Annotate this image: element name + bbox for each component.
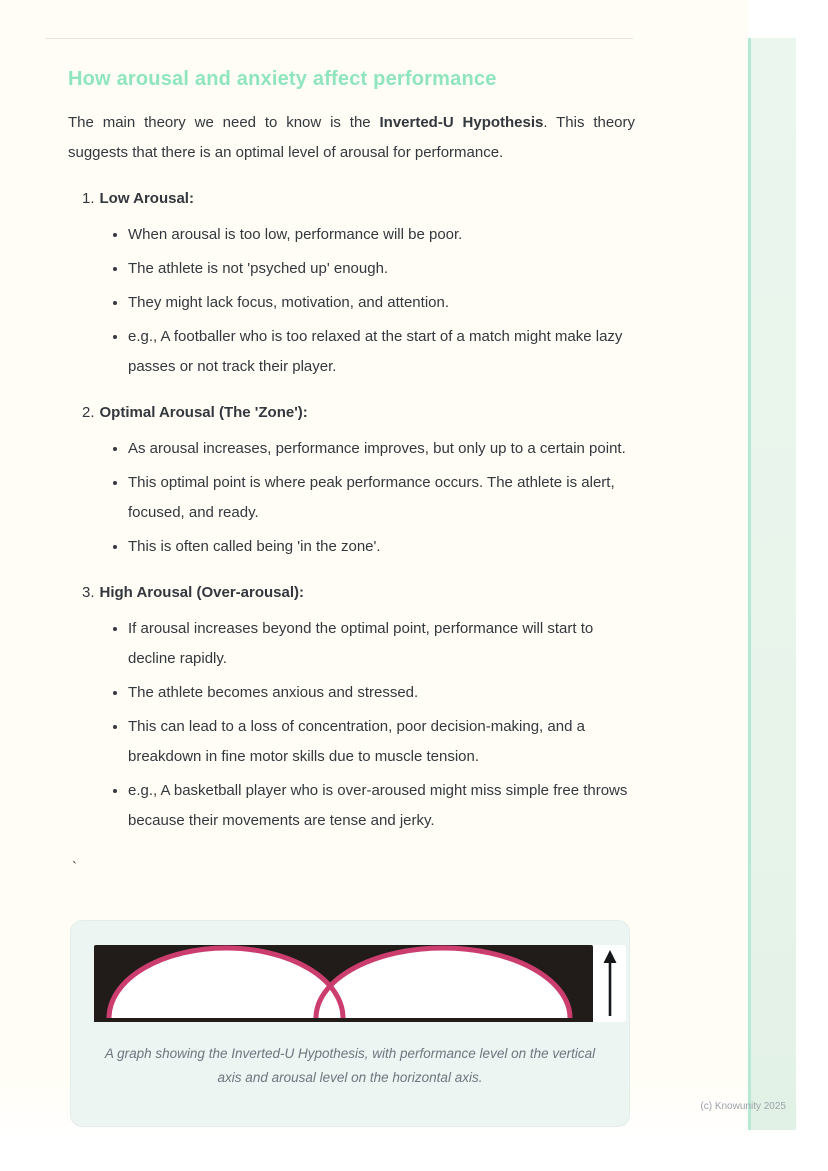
inverted-u-curves-image — [94, 945, 593, 1022]
list-item: • The athlete is not 'psyched up' enough. — [128, 254, 635, 284]
list-item: • They might lack focus, motivation, and attention. — [128, 288, 635, 318]
backtick-text: ` — [72, 859, 77, 876]
section-title: Low Arousal: — [99, 190, 194, 207]
section-number: 1. — [82, 190, 95, 207]
copyright-note: (c) Knowunity 2025 — [700, 1101, 786, 1112]
intro-paragraph — [68, 108, 635, 168]
section-number: 2. — [82, 404, 95, 421]
figure-caption: A graph showing the Inverted-U Hypothesis, with performance level on the vertical axis and arousal level on the horizontal axis. — [104, 1046, 596, 1085]
intro-bold-term: Inverted-U Hypothesis — [379, 114, 544, 131]
list-item: • e.g., A footballer who is too relaxed at the start of a match might make lazy passes or not track their player. — [128, 322, 635, 382]
up-arrow-icon — [596, 949, 623, 1019]
page-title: How arousal and anxiety affect performance — [68, 68, 497, 90]
section-title: High Arousal (Over-arousal): — [99, 584, 304, 601]
document-content — [68, 39, 635, 1127]
list-item: • This is often called being 'in the zone'. — [128, 532, 635, 562]
inverted-u-graph — [94, 945, 629, 1022]
bullet-list — [68, 434, 635, 562]
list-item: • e.g., A basketball player who is over-aroused might miss simple free throws because their movements are tense and jerky. — [128, 776, 635, 836]
section-header — [68, 398, 635, 428]
list-item: • This optimal point is where peak performance occurs. The athlete is alert, focused, and ready. — [128, 468, 635, 528]
section-title: Optimal Arousal (The 'Zone'): — [99, 404, 308, 421]
performance-axis-arrow — [593, 945, 626, 1022]
list-item: • When arousal is too low, performance will be poor. — [128, 220, 635, 250]
section-header — [68, 184, 635, 214]
list-item: • The athlete becomes anxious and stressed. — [128, 678, 635, 708]
list-item: • If arousal increases beyond the optimal point, performance will start to decline rapidly. — [128, 614, 635, 674]
intro-text-post: . This theory suggests that there is an optimal level of arousal for performance. — [68, 114, 636, 161]
side-accent-bar — [748, 38, 796, 1130]
section-optimal-arousal — [68, 398, 635, 562]
intro-text-pre: The main theory we need to know is the — [68, 114, 380, 131]
bullet-list — [68, 220, 635, 382]
section-header — [68, 578, 635, 608]
section-high-arousal — [68, 578, 635, 836]
section-number: 3. — [82, 584, 95, 601]
list-item: • This can lead to a loss of concentration, poor decision-making, and a breakdown in fine motor skills due to muscle tension. — [128, 712, 635, 772]
figure-card — [70, 920, 630, 1127]
bullet-list — [68, 614, 635, 836]
list-item: • As arousal increases, performance improves, but only up to a certain point. — [128, 434, 635, 464]
section-low-arousal — [68, 184, 635, 382]
